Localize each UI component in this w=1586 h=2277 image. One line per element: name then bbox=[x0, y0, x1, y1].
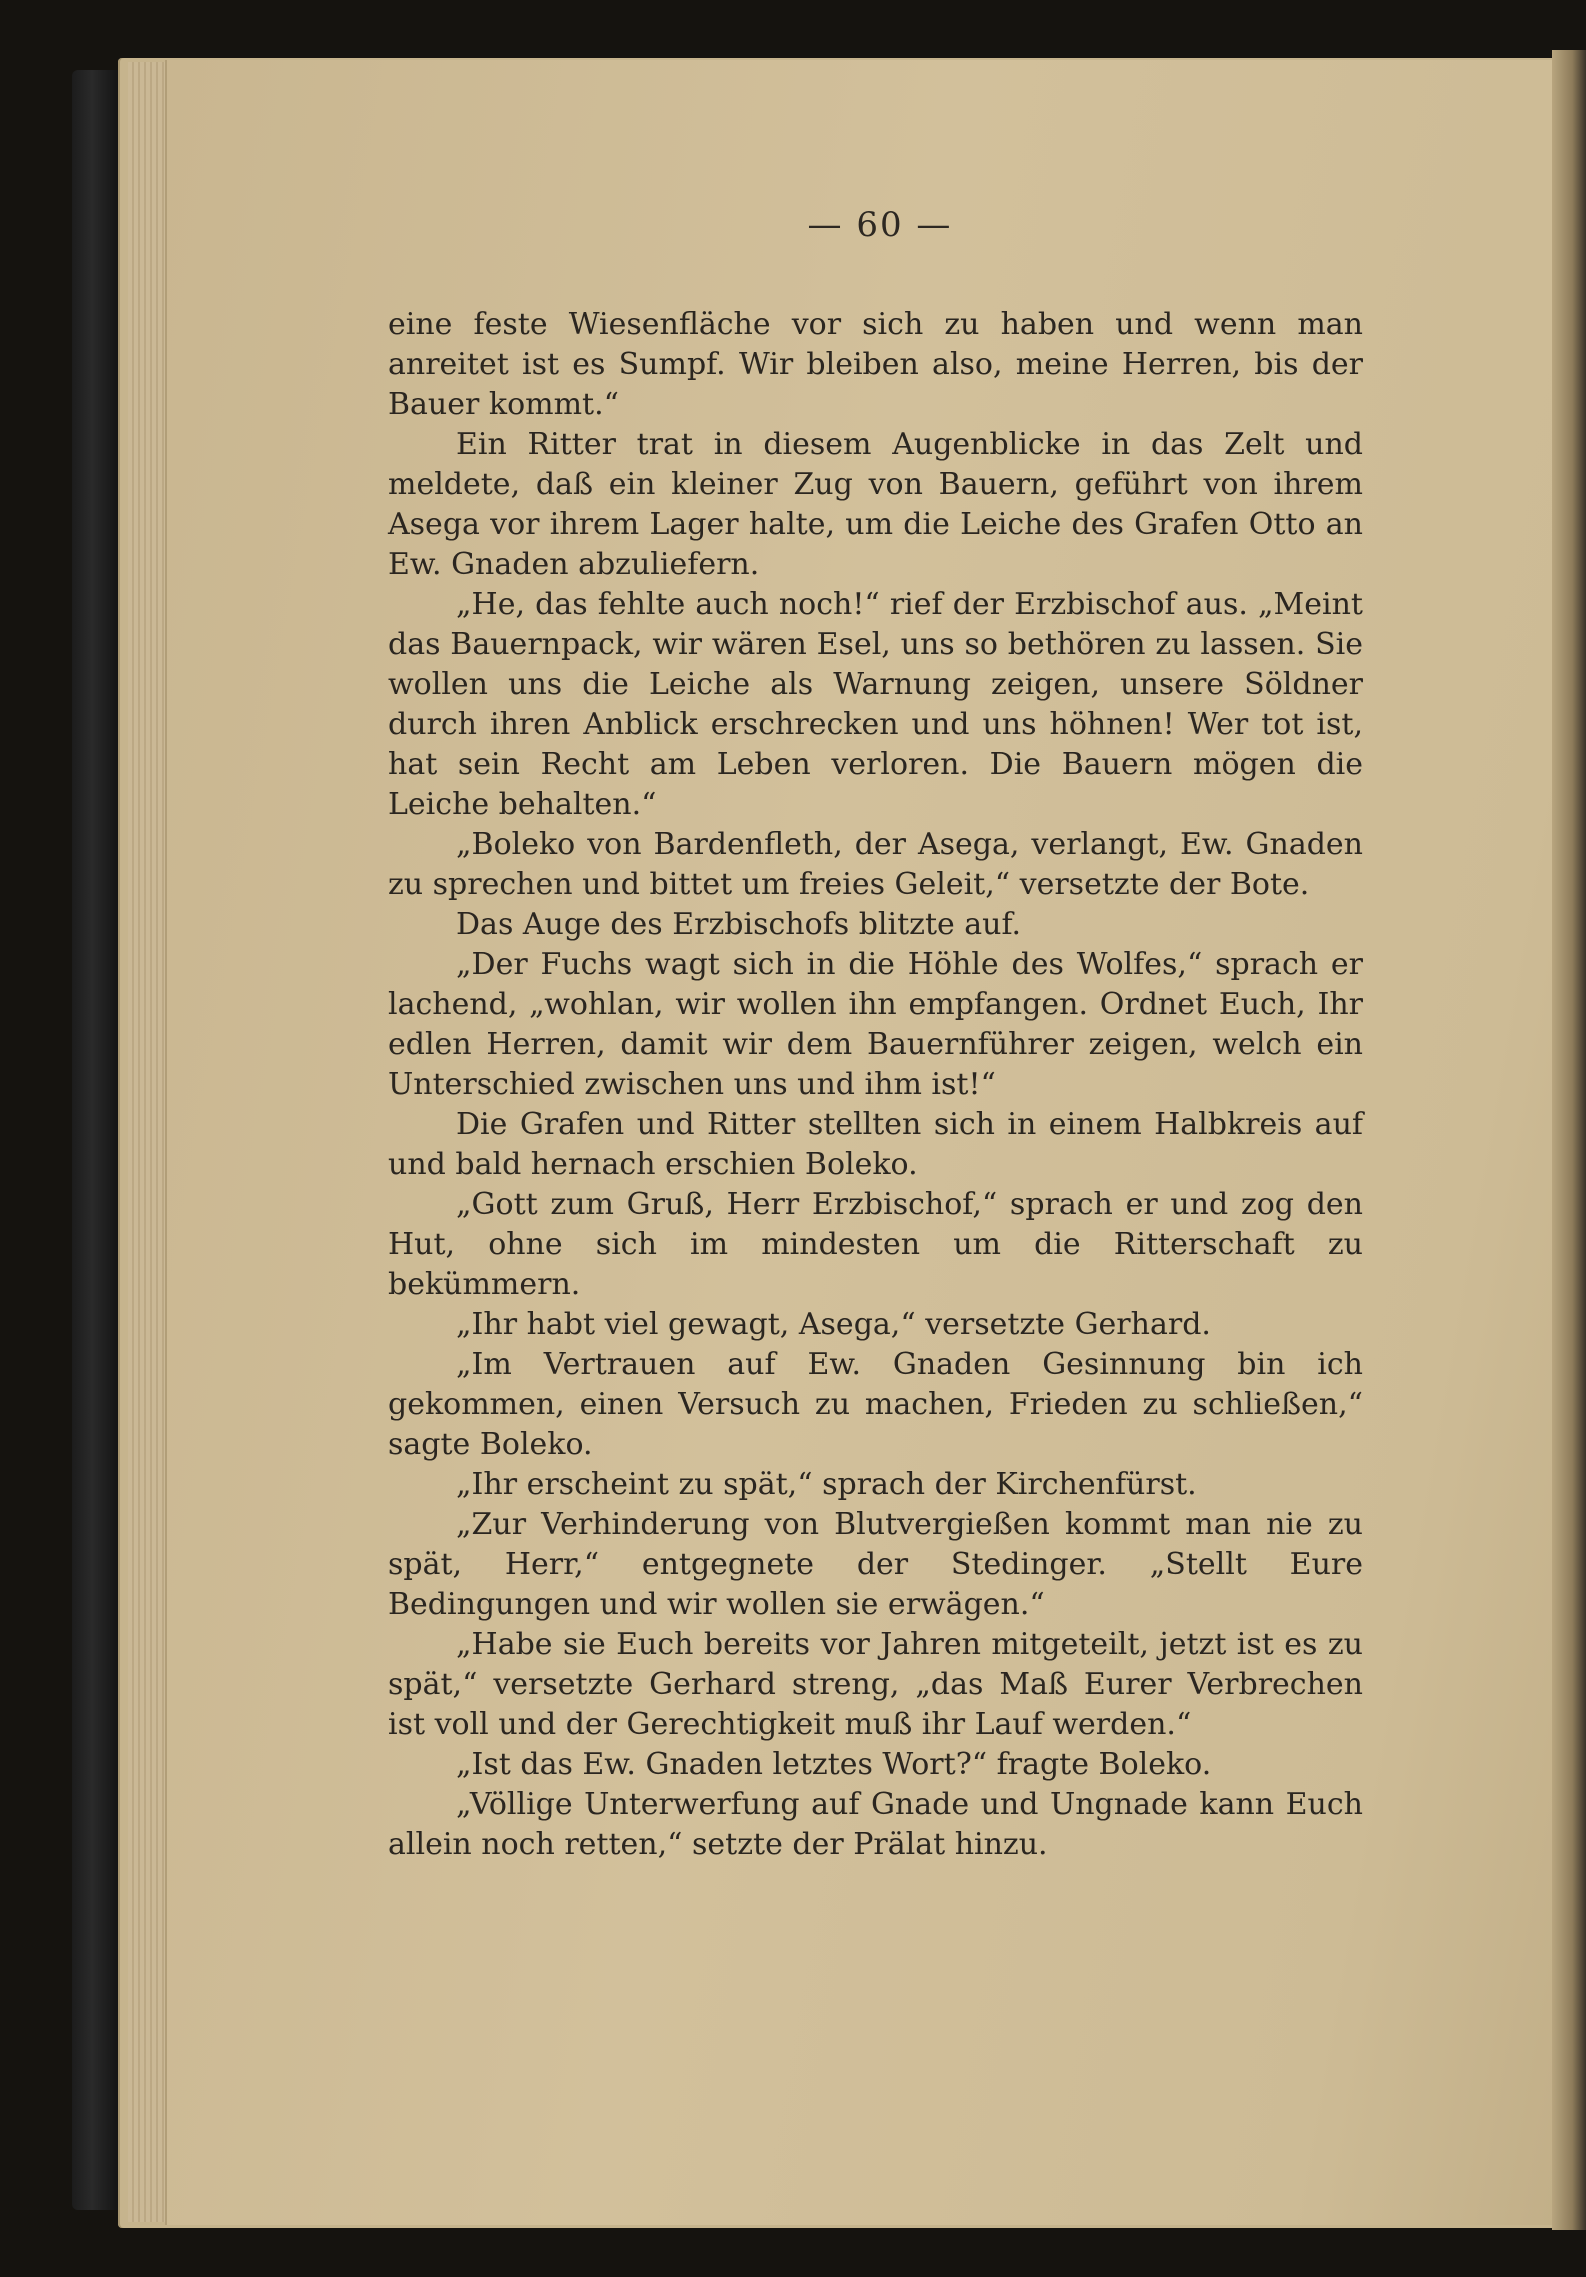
paragraph: „He, das fehlte auch noch!“ rief der Erzbischof aus. „Meint das Bauernpack, wir wären Esel, uns so bethören zu lassen. Sie wollen uns die Leiche als Warnung zeigen, unsere Söldner durch ihren Anblick erschrecken und uns höhnen! Wer tot ist, hat sein Recht am Leben verloren. Die Bauern mögen die Leiche behalten.“ bbox=[388, 587, 1363, 822]
paragraph: „Der Fuchs wagt sich in die Höhle des Wolfes,“ sprach er lachend, „wohlan, wir wollen ihn empfangen. Ordnet Euch, Ihr edlen Herren, damit wir dem Bauernführer zeigen, welch ein Unterschied zwischen uns und ihm ist!“ bbox=[388, 947, 1363, 1102]
paragraph: „Ist das Ew. Gnaden letztes Wort?“ fragte Boleko. bbox=[456, 1747, 1212, 1782]
page-number: — 60 — bbox=[807, 205, 953, 245]
book-binding bbox=[72, 70, 122, 2210]
paragraph: „Im Vertrauen auf Ew. Gnaden Gesinnung bin ich gekommen, einen Versuch zu machen, Frieden zu schließen,“ sagte Boleko. bbox=[388, 1347, 1363, 1462]
paragraph: „Völlige Unterwerfung auf Gnade und Ungnade kann Euch allein noch retten,“ setzte der Prälat hinzu. bbox=[388, 1787, 1363, 1862]
paragraph: „Habe sie Euch bereits vor Jahren mitgeteilt, jetzt ist es zu spät,“ versetzte Gerhard streng, „das Maß Eurer Verbrechen ist voll und der Gerechtigkeit muß ihr Lauf werden.“ bbox=[388, 1627, 1363, 1742]
page-edges bbox=[128, 62, 168, 2222]
paragraph: eine feste Wiesenfläche vor sich zu haben und wenn man anreitet ist es Sumpf. Wir bleiben also, meine Herren, bis der Bauer kommt.“ bbox=[388, 307, 1363, 422]
paragraph: „Ihr erscheint zu spät,“ sprach der Kirchenfürst. bbox=[456, 1467, 1197, 1502]
paragraph: „Boleko von Bardenfleth, der Asega, verlangt, Ew. Gnaden zu sprechen und bittet um freies Geleit,“ versetzte der Bote. bbox=[388, 827, 1363, 902]
paragraph: „Gott zum Gruß, Herr Erzbischof,“ sprach er und zog den Hut, ohne sich im mindesten um die Ritterschaft zu bekümmern. bbox=[388, 1187, 1363, 1302]
paragraph: „Zur Verhinderung von Blutvergießen kommt man nie zu spät, Herr,“ entgegnete der Stedinger. „Stellt Eure Bedingungen und wir wollen sie erwägen.“ bbox=[388, 1507, 1363, 1622]
paragraph: Die Grafen und Ritter stellten sich in einem Halbkreis auf und bald hernach erschien Boleko. bbox=[388, 1107, 1363, 1182]
facing-page-edge bbox=[1552, 50, 1586, 2230]
paragraph: Das Auge des Erzbischofs blitzte auf. bbox=[456, 907, 1022, 942]
body-text bbox=[388, 305, 1363, 1865]
paragraph: „Ihr habt viel gewagt, Asega,“ versetzte Gerhard. bbox=[456, 1307, 1211, 1342]
paragraph: Ein Ritter trat in diesem Augenblicke in das Zelt und meldete, daß ein kleiner Zug von Bauern, geführt von ihrem Asega vor ihrem Lager halte, um die Leiche des Grafen Otto an Ew. Gnaden abzuliefern. bbox=[388, 427, 1363, 582]
